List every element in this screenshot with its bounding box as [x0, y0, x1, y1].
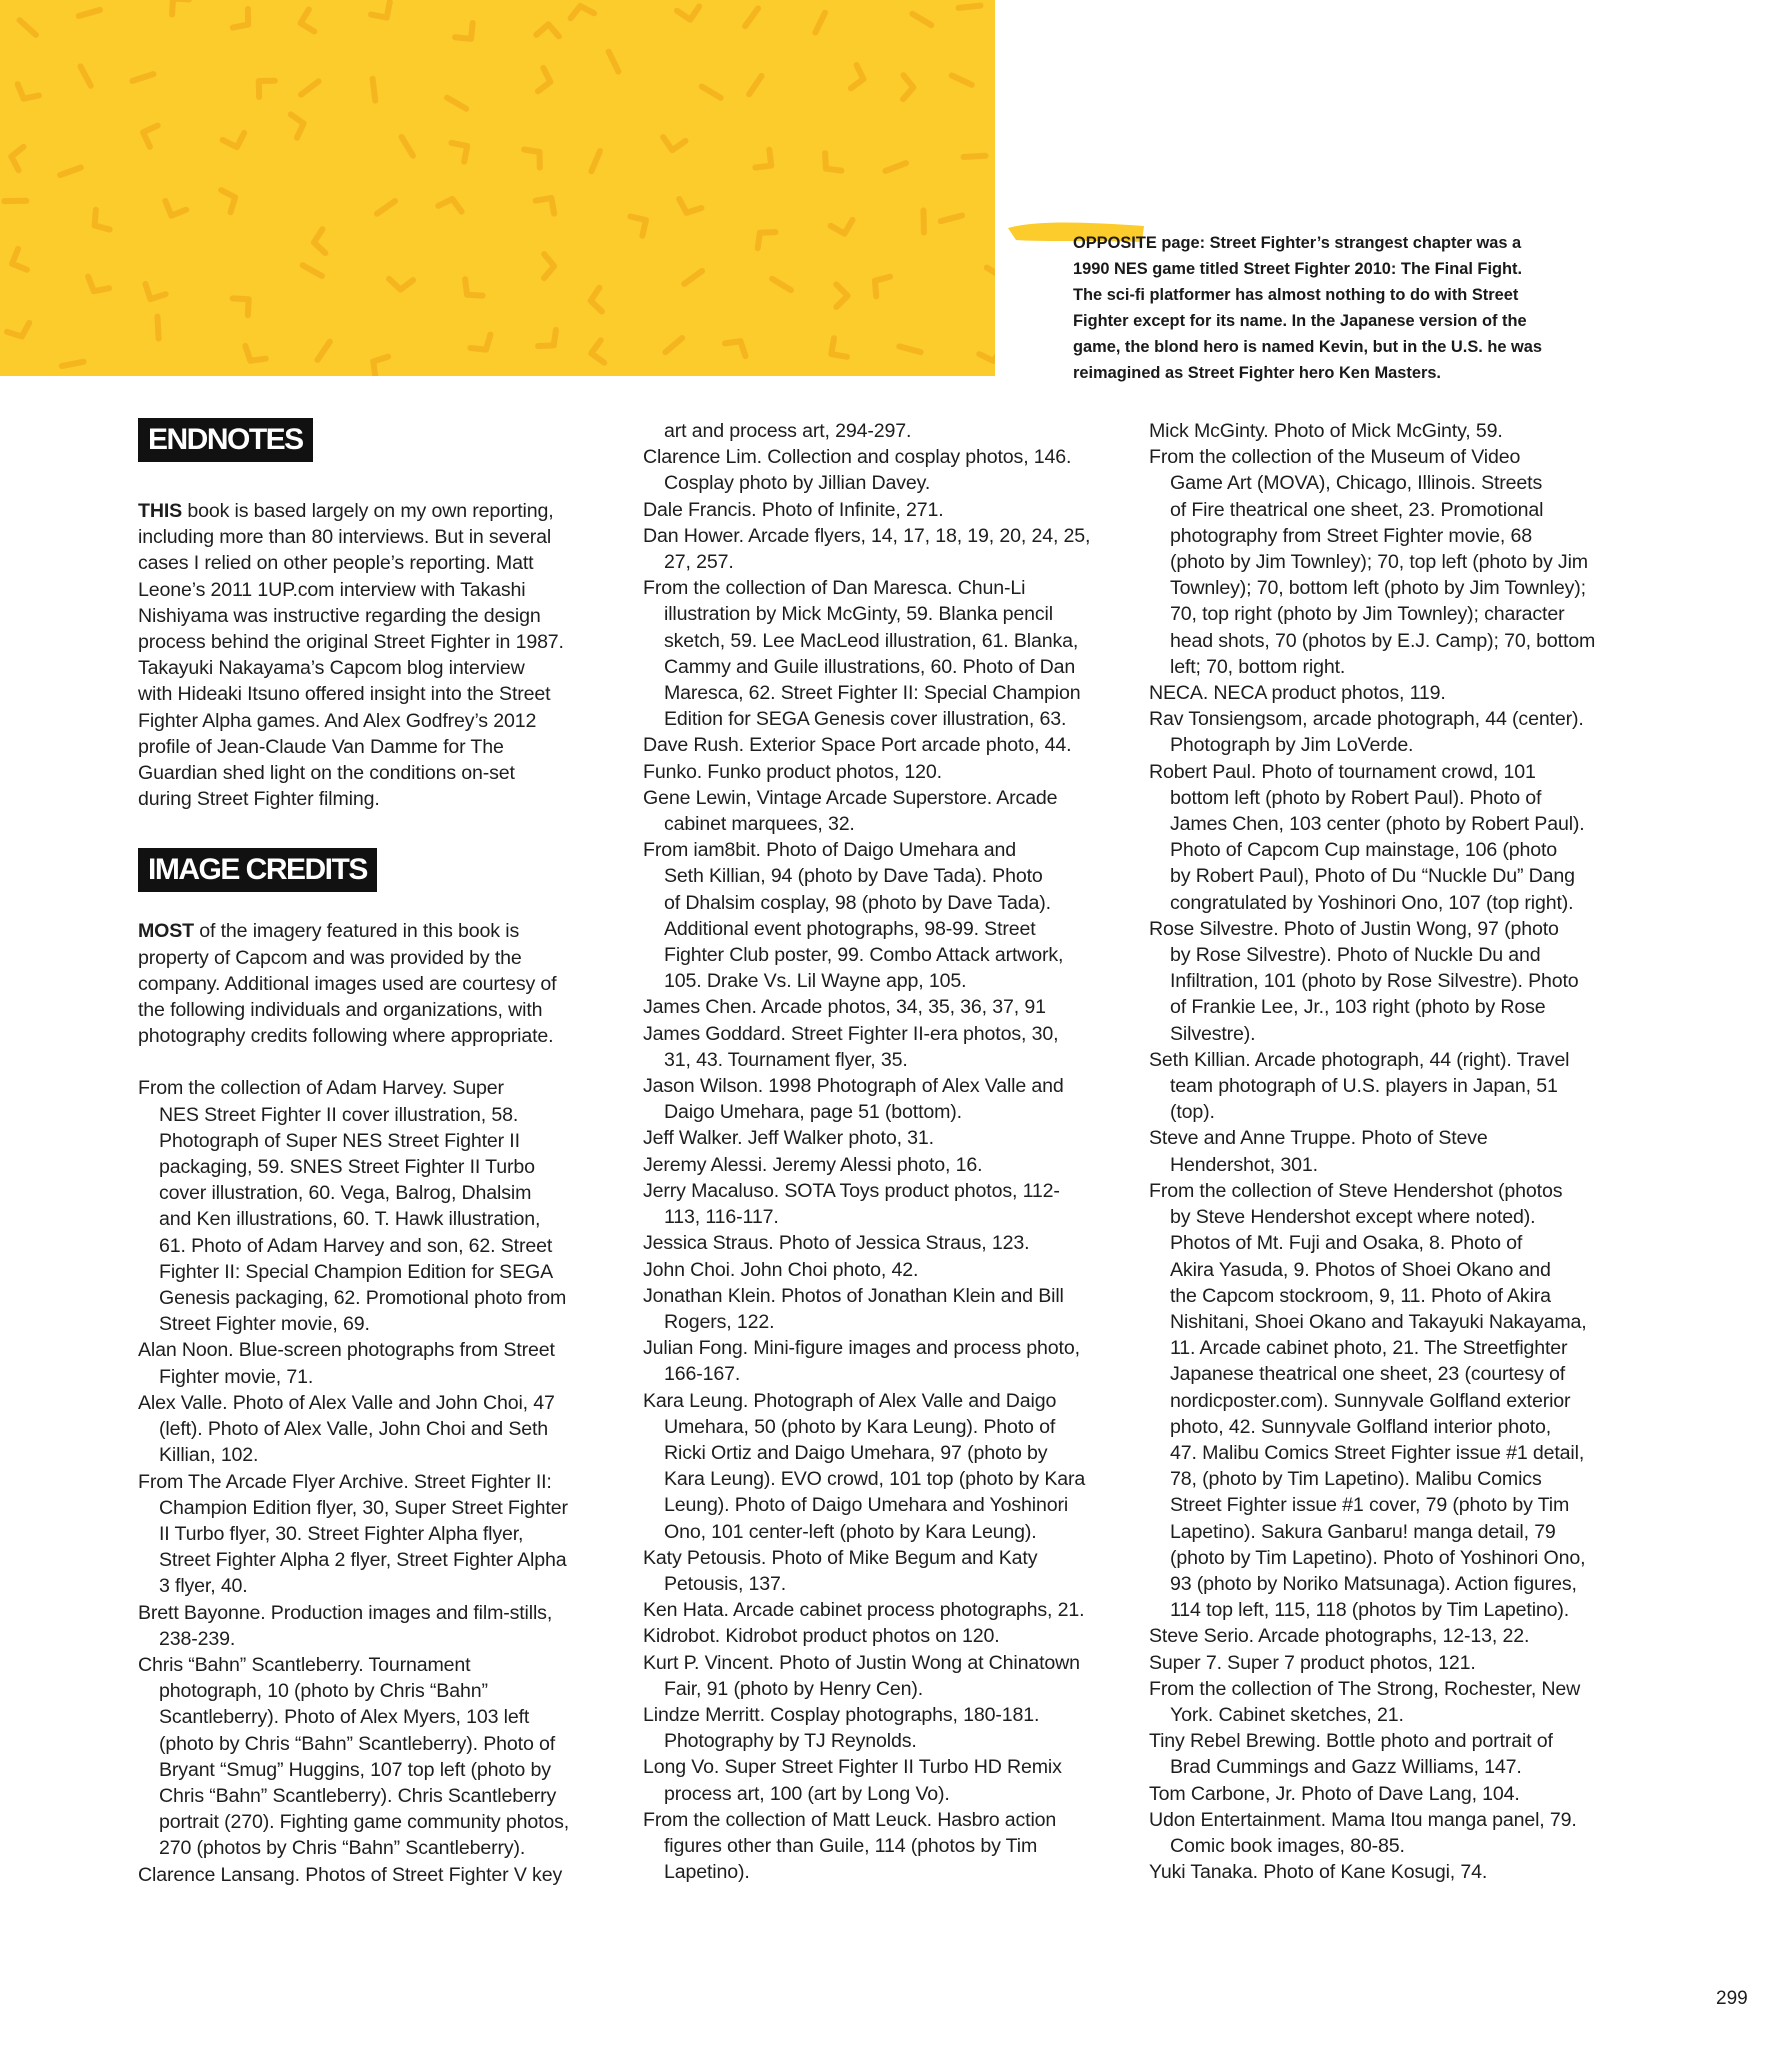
- squiggle-mark: [589, 288, 601, 313]
- credit-line: Genesis packaging, 62. Promotional photo from: [159, 1287, 567, 1310]
- credit-line: Jerry Macaluso. SOTA Toys product photos, 112-: [643, 1179, 1060, 1202]
- squiggle-mark: [753, 150, 771, 168]
- caption-line: game, the blond hero is named Kevin, but in the U.S. he was: [1073, 338, 1543, 356]
- squiggle-mark: [259, 81, 275, 97]
- photo-caption: [1073, 230, 1573, 386]
- squiggle-mark: [221, 186, 240, 212]
- credit-line: art and process art, 294-297.: [664, 420, 912, 442]
- text-line: profile of Jean-Claude Van Damme for The: [138, 735, 504, 758]
- squiggle-mark: [240, 346, 266, 367]
- squiggle-mark: [569, 4, 595, 19]
- yellow-pattern-banner: [0, 0, 995, 376]
- credit-line: of Fire theatrical one sheet, 23. Promotional: [1170, 498, 1544, 521]
- squiggle-mark: [88, 210, 110, 235]
- credit-line: (photo by Tim Lapetino). Photo of Yoshinori Ono,: [1170, 1546, 1586, 1569]
- text-line: the following individuals and organizations, with: [138, 999, 543, 1022]
- caption-line: Fighter except for its name. In the Japanese version of the: [1073, 312, 1527, 330]
- credit-line: Gene Lewin, Vintage Arcade Superstore. Arcade: [643, 786, 1058, 809]
- credit-line: Leung). Photo of Daigo Umehara and Yoshinori: [664, 1494, 1069, 1517]
- squiggle-mark: [291, 112, 307, 138]
- credit-line: by Robert Paul), Photo of Du “Nuckle Du” Dang: [1170, 865, 1575, 888]
- credit-line: 31, 43. Tournament flyer, 35.: [664, 1048, 908, 1071]
- credit-line: Killian, 102.: [159, 1444, 259, 1467]
- credit-line: photography from Street Fighter movie, 68: [1170, 524, 1532, 547]
- credit-line: Photograph by Jim LoVerde.: [1170, 734, 1414, 757]
- text-line: Guardian shed light on the conditions on-set: [138, 762, 515, 785]
- credit-line: Jessica Straus. Photo of Jessica Straus, 123.: [643, 1232, 1030, 1255]
- credit-line: John Choi. John Choi photo, 42.: [643, 1258, 919, 1281]
- credit-line: Robert Paul. Photo of tournament crowd, 101: [1149, 760, 1536, 783]
- credit-line: 114 top left, 115, 118 (photos by Tim Lapetino).: [1170, 1599, 1570, 1622]
- credit-line: 27, 257.: [664, 551, 734, 574]
- credit-line: Cammy and Guile illustrations, 60. Photo of Dan: [664, 655, 1076, 678]
- credit-line: Photograph of Super NES Street Fighter II: [159, 1129, 520, 1152]
- credit-line: NES Street Fighter II cover illustration, 58.: [159, 1103, 519, 1126]
- column-middle: [643, 418, 1133, 1885]
- squiggle-mark: [377, 201, 395, 214]
- credit-line: 11. Arcade cabinet photo, 21. The Streetfighter: [1170, 1337, 1568, 1360]
- squiggle-mark: [438, 196, 464, 212]
- credit-line: Kara Leung. Photograph of Alex Valle and Daigo: [643, 1389, 1057, 1412]
- credit-line: bottom left (photo by Robert Paul). Photo of: [1170, 786, 1542, 809]
- credit-line: Ricki Ortiz and Daigo Umehara, 97 (photo by: [664, 1441, 1048, 1464]
- credit-line: (left). Photo of Alex Valle, John Choi and Seth: [159, 1418, 549, 1441]
- credit-line: Funko. Funko product photos, 120.: [643, 760, 942, 783]
- credit-line: Mick McGinty. Photo of Mick McGinty, 59.: [1149, 420, 1503, 442]
- credit-line: Rav Tonsiengsom, arcade photograph, 44 (center).: [1149, 708, 1584, 731]
- squiggle-mark: [725, 335, 751, 356]
- squiggle-mark: [851, 65, 867, 91]
- credit-line: Long Vo. Super Street Fighter II Turbo HD Remix: [643, 1756, 1062, 1779]
- squiggle-mark: [143, 126, 164, 147]
- squiggle-mark: [912, 14, 931, 25]
- squiggle-mark: [772, 279, 791, 290]
- credit-line: Cosplay photo by Jillian Davey.: [664, 472, 931, 495]
- endnotes-paragraph: [138, 498, 613, 812]
- squiggle-mark: [538, 330, 563, 353]
- credit-line: packaging, 59. SNES Street Fighter II Turbo: [159, 1156, 535, 1179]
- credit-line: Photo of Capcom Cup mainstage, 106 (photo: [1170, 839, 1558, 862]
- credit-line: Steve Serio. Arcade photographs, 12-13, 22.: [1149, 1625, 1530, 1648]
- squiggle-mark: [665, 338, 682, 352]
- credit-line: Game Art (MOVA), Chicago, Illinois. Streets: [1170, 472, 1543, 495]
- squiggle-mark: [749, 76, 761, 94]
- credit-line: 166-167.: [664, 1363, 741, 1386]
- credit-line: Jeff Walker. Jeff Walker photo, 31.: [643, 1127, 934, 1150]
- squiggle-mark: [745, 8, 758, 26]
- credit-line: Alex Valle. Photo of Alex Valle and John Choi, 47: [138, 1391, 555, 1414]
- credit-line: the Capcom stockroom, 9, 11. Photo of Akira: [1170, 1284, 1551, 1307]
- credits-lead: MOST: [138, 920, 194, 943]
- squiggle-mark: [868, 271, 890, 296]
- credit-line: Scantleberry). Photo of Alex Myers, 103 left: [159, 1706, 530, 1729]
- credit-line: Dave Rush. Exterior Space Port arcade photo, 44.: [643, 734, 1072, 757]
- credit-line: Jason Wilson. 1998 Photograph of Alex Valle and: [643, 1075, 1064, 1098]
- text-line: property of Capcom and was provided by the: [138, 946, 522, 969]
- text-line: book is based largely on my own reporting,: [182, 500, 554, 522]
- squiggle-mark: [952, 76, 972, 85]
- credit-line: Rogers, 122.: [664, 1310, 775, 1333]
- credit-line: (photo by Chris “Bahn” Scantleberry). Photo of: [159, 1732, 556, 1755]
- credit-line: Comic book images, 80-85.: [1170, 1834, 1405, 1857]
- credit-line: Hendershot, 301.: [1170, 1153, 1318, 1176]
- endnotes-lead: THIS: [138, 500, 183, 522]
- squiggle-mark: [675, 199, 701, 217]
- credit-line: Townley); 70, bottom left (photo by Jim Townley);: [1170, 577, 1586, 600]
- credit-line: Kurt P. Vincent. Photo of Justin Wong at Chinatown: [643, 1651, 1080, 1674]
- credit-line: Steve and Anne Truppe. Photo of Steve: [1149, 1127, 1488, 1150]
- credit-line: James Chen. Arcade photos, 34, 35, 36, 37, 91: [643, 996, 1046, 1019]
- text-line: cases I relied on other people’s reporting. Matt: [138, 552, 534, 575]
- squiggle-mark: [831, 338, 850, 357]
- credit-line: Fair, 91 (photo by Henry Cen).: [664, 1677, 924, 1700]
- text-line: process behind the original Street Fighter in 1987.: [138, 631, 564, 654]
- credit-line: York. Cabinet sketches, 21.: [1170, 1703, 1404, 1726]
- squiggle-mark: [825, 284, 848, 307]
- text-line: company. Additional images used are courtesy of: [138, 972, 557, 995]
- squiggle-mark: [941, 216, 962, 222]
- credit-line: Fighter movie, 71.: [159, 1365, 314, 1388]
- squiggle-mark: [389, 279, 413, 290]
- caption-line: reimagined as Street Fighter hero Ken Masters.: [1073, 364, 1441, 382]
- squiggle-mark: [233, 9, 256, 34]
- credit-line: From the collection of Steve Hendershot (photos: [1149, 1179, 1563, 1202]
- credit-line: Kidrobot. Kidrobot product photos on 120.: [643, 1625, 1000, 1648]
- column-left: [138, 418, 613, 1888]
- credits-list-middle: [643, 418, 1133, 1885]
- credit-line: Lindze Merritt. Cosplay photographs, 180-181.: [643, 1703, 1040, 1726]
- credit-line: Champion Edition flyer, 30, Super Street Fighter: [159, 1496, 568, 1519]
- squiggle-mark: [132, 74, 153, 81]
- image-credits-heading: IMAGE CREDITS: [138, 848, 377, 892]
- credit-line: Edition for SEGA Genesis cover illustration, 63.: [664, 708, 1067, 731]
- credit-line: photo, 42. Sunnyvale Golfland interior photo,: [1170, 1415, 1552, 1438]
- credit-line: Yuki Tanaka. Photo of Kane Kosugi, 74.: [1149, 1861, 1488, 1884]
- squiggle-mark: [301, 9, 323, 31]
- caption-line: 1990 NES game titled Street Fighter 2010: The Final Fight.: [1073, 260, 1523, 278]
- credit-line: Jonathan Klein. Photos of Jonathan Klein and Bill: [643, 1284, 1064, 1307]
- text-line: Takayuki Nakayama’s Capcom blog interview: [138, 657, 525, 680]
- squiggle-mark: [899, 346, 920, 352]
- credit-line: of Dhalsim cosplay, 98 (photo by Dave Tada).: [664, 891, 1051, 914]
- credit-line: Additional event photographs, 98-99. Street: [664, 917, 1036, 940]
- page-number: 299: [1716, 1988, 1748, 2009]
- credit-line: Jeremy Alessi. Jeremy Alessi photo, 16.: [643, 1153, 983, 1176]
- endnotes-heading: ENDNOTES: [138, 418, 313, 462]
- credit-line: Udon Entertainment. Mama Itou manga panel, 79.: [1149, 1808, 1577, 1831]
- credit-line: Lapetino).: [664, 1861, 750, 1884]
- credit-line: Umehara, 50 (photo by Kara Leung). Photo of: [664, 1415, 1056, 1438]
- squiggle-mark: [145, 279, 165, 299]
- credit-line: Fighter II: Special Champion Edition for SEGA: [159, 1260, 554, 1283]
- squiggle-mark: [165, 195, 186, 216]
- credit-line: From the collection of The Strong, Rochester, New: [1149, 1677, 1581, 1700]
- squiggle-mark: [815, 13, 825, 33]
- squiggle-mark: [818, 153, 842, 177]
- credit-line: of Frankie Lee, Jr., 103 right (photo by Rose: [1170, 996, 1546, 1019]
- credit-line: Street Fighter movie, 69.: [159, 1313, 370, 1336]
- credit-line: Seth Killian. Arcade photograph, 44 (right). Travel: [1149, 1048, 1570, 1071]
- squiggle-mark: [544, 254, 554, 278]
- credit-line: head shots, 70 (photos by E.J. Camp); 70, bottom: [1170, 629, 1596, 652]
- credit-line: Japanese theatrical one sheet, 23 (courtesy of: [1170, 1363, 1566, 1386]
- squiggle-mark: [402, 137, 413, 156]
- credit-line: left; 70, bottom right.: [1170, 655, 1346, 678]
- credit-line: Rose Silvestre. Photo of Justin Wong, 97 (photo: [1149, 917, 1559, 940]
- credit-line: cover illustration, 60. Vega, Balrog, Dhalsim: [159, 1182, 532, 1205]
- squiggle-mark: [12, 249, 33, 270]
- squiggle-mark: [373, 79, 376, 101]
- credit-line: Chris “Bahn” Scantleberry. Tournament: [138, 1653, 471, 1676]
- credit-line: Infiltration, 101 (photo by Rose Silvestre). Photo: [1170, 970, 1579, 993]
- credits-list-right: [1149, 418, 1644, 1885]
- squiggle-mark: [885, 163, 906, 171]
- credit-line: From iam8bit. Photo of Daigo Umehara and: [643, 839, 1016, 862]
- credit-line: 113, 116-117.: [664, 1206, 779, 1229]
- credit-line: photograph, 10 (photo by Chris “Bahn”: [159, 1680, 488, 1703]
- squiggle-mark: [318, 342, 330, 360]
- text-line: Fighter Alpha games. And Alex Godfrey’s 2012: [138, 709, 537, 732]
- credit-line: Brett Bayonne. Production images and film-stills,: [138, 1601, 553, 1624]
- squiggle-mark: [447, 98, 466, 109]
- credit-line: Nishitani, Shoei Okano and Takayuki Nakayama,: [1170, 1310, 1587, 1333]
- credit-line: 270 (photos by Chris “Bahn” Scantleberry).: [159, 1837, 526, 1860]
- credit-line: sketch, 59. Lee MacLeod illustration, 61. Blanka,: [664, 629, 1079, 652]
- credit-line: Tom Carbone, Jr. Photo of Dave Lang, 104.: [1149, 1782, 1520, 1805]
- squiggle-mark: [7, 323, 33, 341]
- squiggle-mark: [455, 21, 473, 39]
- credit-line: Clarence Lim. Collection and cosplay photos, 146.: [643, 446, 1072, 469]
- credit-line: From The Arcade Flyer Archive. Street Fighter II:: [138, 1470, 552, 1493]
- squiggle-mark: [172, 0, 189, 15]
- text-line: with Hideaki Itsuno offered insight into the Street: [138, 683, 551, 706]
- squiggle-mark: [448, 143, 467, 162]
- squiggle-mark: [367, 351, 388, 376]
- squiggle-mark: [371, 0, 390, 18]
- credit-line: From the collection of Dan Maresca. Chun-Li: [643, 577, 1026, 600]
- text-line: of the imagery featured in this book is: [194, 920, 520, 943]
- credits-list-left: [138, 1075, 613, 1887]
- squiggle-mark: [609, 52, 619, 72]
- credit-line: From the collection of Adam Harvey. Super: [138, 1077, 504, 1100]
- credit-line: 3 flyer, 40.: [159, 1575, 248, 1598]
- credit-line: (photo by Jim Townley); 70, top left (photo by Jim: [1170, 551, 1588, 574]
- credit-line: James Chen, 103 center (photo by Robert Paul).: [1170, 813, 1585, 836]
- credit-line: Julian Fong. Mini-figure images and process photo,: [643, 1337, 1080, 1360]
- text-line: photography credits following where appropriate.: [138, 1025, 554, 1048]
- credit-line: 78, (photo by Tim Lapetino). Malibu Comics: [1170, 1468, 1542, 1491]
- squiggle-mark: [524, 143, 547, 168]
- squiggle-mark: [301, 81, 319, 94]
- credit-line: Alan Noon. Blue-screen photographs from Street: [138, 1339, 555, 1362]
- credit-line: illustration by Mick McGinty, 59. Blanka pencil: [664, 603, 1053, 626]
- text-line: during Street Fighter filming.: [138, 788, 380, 811]
- credits-intro-paragraph: [138, 918, 613, 1049]
- credit-line: by Rose Silvestre). Photo of Nuckle Du and: [1170, 944, 1541, 967]
- squiggle-mark: [979, 348, 995, 364]
- credit-line: and Ken illustrations, 60. T. Hawk illustration,: [159, 1208, 541, 1231]
- credit-line: From the collection of Matt Leuck. Hasbro action: [643, 1808, 1057, 1831]
- credit-line: Super 7. Super 7 product photos, 121.: [1149, 1651, 1476, 1674]
- credit-line: James Goddard. Street Fighter II-era photos, 30,: [643, 1022, 1059, 1045]
- credit-line: II Turbo flyer, 30. Street Fighter Alpha flyer,: [159, 1522, 524, 1545]
- credit-line: process art, 100 (art by Long Vo).: [664, 1782, 950, 1805]
- credit-line: team photograph of U.S. players in Japan, 51: [1170, 1075, 1558, 1098]
- credit-line: Fighter Club poster, 99. Combo Attack artwork,: [664, 944, 1064, 967]
- squiggle-mark: [663, 128, 685, 150]
- credit-line: Akira Yasuda, 9. Photos of Shoei Okano and: [1170, 1258, 1551, 1281]
- credit-line: Street Fighter Alpha 2 flyer, Street Fighter Alpha: [159, 1549, 567, 1572]
- credit-line: Chris “Bahn” Scantleberry). Chris Scantleberry: [159, 1784, 557, 1807]
- credit-line: Silvestre).: [1170, 1022, 1256, 1045]
- squiggle-mark: [79, 10, 100, 16]
- credit-line: congratulated by Yoshinori Ono, 107 (top right).: [1170, 891, 1574, 914]
- squiggle-mark: [627, 217, 646, 236]
- squiggle-mark: [232, 298, 249, 315]
- squiggle-mark: [702, 87, 721, 98]
- credit-line: Photos of Mt. Fuji and Osaka, 8. Photo of: [1170, 1232, 1523, 1255]
- credit-line: Ken Hata. Arcade cabinet process photographs, 21.: [643, 1599, 1085, 1622]
- credit-line: 105. Drake Vs. Lil Wayne app, 105.: [664, 970, 967, 993]
- credit-line: Daigo Umehara, page 51 (bottom).: [664, 1101, 962, 1124]
- squiggle-mark: [959, 6, 981, 8]
- squiggle-mark: [831, 212, 853, 234]
- squiggle-mark: [677, 0, 699, 20]
- credit-line: Petousis, 137.: [664, 1572, 787, 1595]
- credit-line: cabinet marquees, 32.: [664, 813, 855, 836]
- credit-line: by Steve Hendershot except where noted).: [1170, 1206, 1536, 1229]
- squiggle-mark: [591, 340, 613, 362]
- squiggle-mark: [9, 145, 24, 171]
- squiggle-mark: [751, 225, 776, 248]
- squiggle-mark: [471, 335, 496, 357]
- credit-line: Clarence Lansang. Photos of Street Fighter V key: [138, 1863, 563, 1886]
- credit-line: nordicposter.com). Sunnyvale Golfland exterior: [1170, 1389, 1571, 1412]
- squiggle-mark: [157, 317, 158, 339]
- squiggle-mark: [13, 84, 39, 104]
- squiggle-mark: [964, 156, 986, 157]
- text-line: Nishiyama was instructive regarding the design: [138, 604, 541, 627]
- credit-line: From the collection of the Museum of Video: [1149, 446, 1521, 469]
- squiggle-mark: [591, 151, 600, 171]
- squiggle-mark: [80, 66, 90, 85]
- credit-line: NECA. NECA product photos, 119.: [1149, 682, 1446, 705]
- credit-line: 93 (photo by Noriko Matsunaga). Action figures,: [1170, 1572, 1577, 1595]
- text-line: Leone’s 2011 1UP.com interview with Takashi: [138, 578, 526, 601]
- squiggle-mark: [536, 24, 559, 47]
- squiggle-mark: [684, 271, 702, 284]
- squiggle-mark: [536, 198, 555, 217]
- squiggle-mark: [987, 268, 995, 280]
- squiggle-mark: [312, 229, 325, 254]
- credit-line: Seth Killian, 94 (photo by Dave Tada). Photo: [664, 865, 1043, 888]
- credit-line: Maresca, 62. Street Fighter II: Special Champion: [664, 682, 1081, 705]
- credit-line: Kara Leung). EVO crowd, 101 top (photo by Kara: [664, 1468, 1086, 1491]
- credit-line: figures other than Guile, 114 (photos by Tim: [664, 1834, 1038, 1857]
- column-right: [1149, 418, 1644, 1885]
- credit-line: 47. Malibu Comics Street Fighter issue #1 detail,: [1170, 1441, 1585, 1464]
- credit-line: Tiny Rebel Brewing. Bottle photo and portrait of: [1149, 1730, 1553, 1753]
- squiggle-mark: [303, 265, 322, 276]
- squiggle-mark: [20, 20, 36, 35]
- credit-line: Ono, 101 center-left (photo by Kara Leung).: [664, 1520, 1037, 1543]
- squiggle-mark: [60, 168, 81, 176]
- text-line: including more than 80 interviews. But in several: [138, 526, 552, 549]
- squiggle-mark: [903, 75, 913, 99]
- credit-line: 61. Photo of Adam Harvey and son, 62. Street: [159, 1234, 553, 1257]
- credit-line: Katy Petousis. Photo of Mike Begum and Katy: [643, 1546, 1038, 1569]
- squiggle-mark: [458, 279, 482, 303]
- credit-line: Dan Hower. Arcade flyers, 14, 17, 18, 19, 20, 24, 25,: [643, 524, 1091, 547]
- credit-line: Street Fighter issue #1 cover, 79 (photo by Tim: [1170, 1494, 1570, 1517]
- squiggle-mark: [538, 68, 553, 94]
- credit-line: 70, top right (photo by Jim Townley); character: [1170, 603, 1565, 626]
- credit-line: portrait (270). Fighting game community photos,: [159, 1811, 570, 1834]
- credit-line: Brad Cummings and Gazz Williams, 147.: [1170, 1756, 1522, 1779]
- credit-line: Dale Francis. Photo of Infinite, 271.: [643, 498, 944, 521]
- credit-line: 238-239.: [159, 1627, 236, 1650]
- credit-line: Bryant “Smug” Huggins, 107 top left (photo by: [159, 1758, 551, 1781]
- caption-line: Street Fighter’s strangest chapter was a: [1209, 234, 1522, 252]
- caption-lead: OPPOSITE page:: [1073, 234, 1206, 252]
- credit-line: Photography by TJ Reynolds.: [664, 1730, 917, 1753]
- squiggle-pattern-icon: [0, 0, 995, 376]
- caption-line: The sci-fi platformer has almost nothing to do with Street: [1073, 286, 1519, 304]
- squiggle-mark: [223, 126, 245, 148]
- squiggle-mark: [62, 362, 84, 366]
- credit-line: Lapetino). Sakura Ganbaru! manga detail, 79: [1170, 1520, 1556, 1543]
- squiggle-mark: [83, 277, 109, 297]
- credit-line: (top).: [1170, 1101, 1215, 1124]
